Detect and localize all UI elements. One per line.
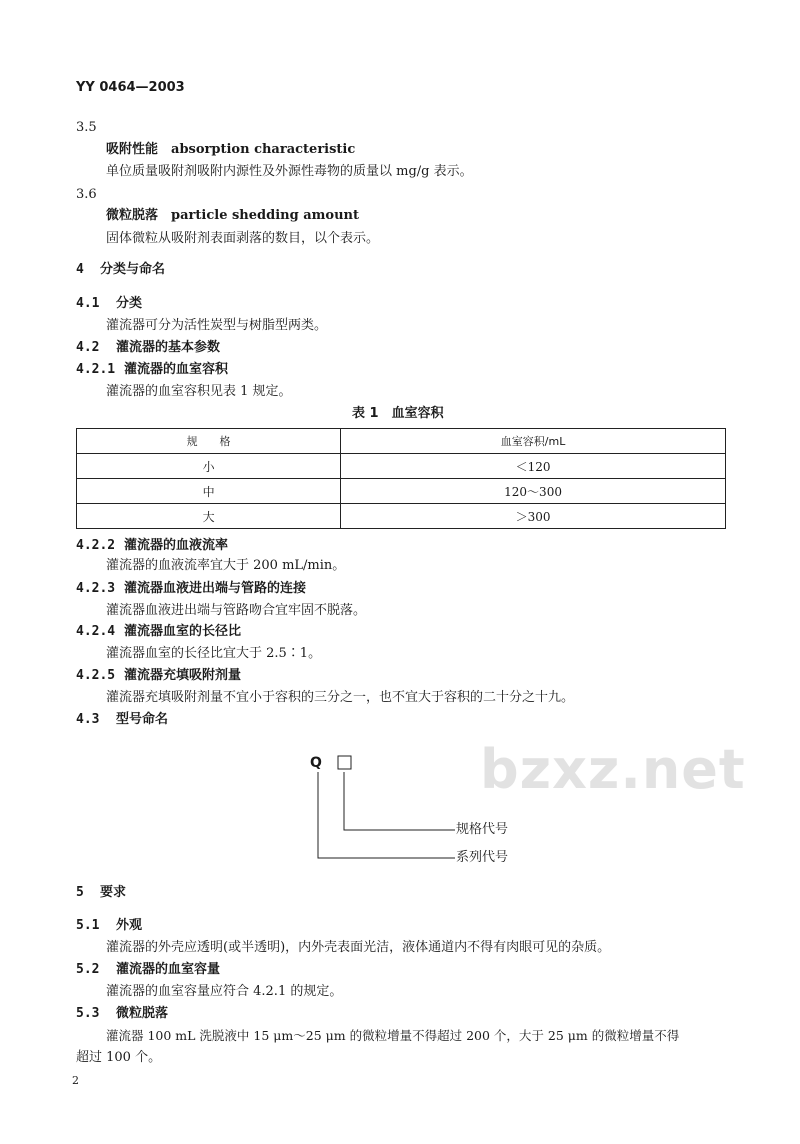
paragraph: 灌流器血液进出端与管路吻合宜牢固不脱落。 [106, 603, 367, 618]
heading-number: 4.2.5 [76, 668, 116, 683]
table-cell: 120～300 [341, 479, 726, 504]
heading-number: 4.3 [76, 712, 100, 727]
table-cell: ＞300 [341, 504, 726, 529]
placeholder-box [338, 756, 351, 769]
series-label: 系列代号 [456, 850, 509, 865]
heading-number: 5.3 [76, 1006, 100, 1021]
column-header: 血室容积/mL [341, 429, 726, 454]
watermark: bzxz.net [480, 738, 746, 801]
heading-number: 4.2.3 [76, 581, 116, 596]
heading-number: 4.2.1 [76, 362, 116, 377]
heading-title: 灌流器的血室容量 [116, 962, 221, 977]
paragraph: 灌流器血室的长径比宜大于 2.5∶1。 [106, 646, 322, 661]
heading-number: 4.1 [76, 296, 100, 311]
paragraph: 灌流器的外壳应透明(或半透明)，内外壳表面光洁，液体通道内不得有肉眼可见的杂质。 [106, 940, 611, 955]
paragraph: 灌流器 100 mL 洗脱液中 15 μm～25 μm 的微粒增量不得超过 200 个，大于 25 μm 的微粒增量不得 [106, 1028, 680, 1043]
paragraph: 灌流器充填吸附剂量不宜小于容积的三分之一，也不宜大于容积的二十分之十九。 [106, 690, 575, 705]
term-en: absorption characteristic [171, 142, 356, 157]
spec-leader-line [344, 772, 455, 830]
paragraph: 灌流器的血液流率宜大于 200 mL/min。 [106, 558, 346, 573]
term-cn: 吸附性能 [106, 142, 159, 157]
table-cell: 中 [77, 479, 341, 504]
heading-title: 分类 [116, 296, 143, 311]
paragraph: 固体微粒从吸附剂表面剥落的数目，以个表示。 [106, 231, 380, 246]
heading-title: 型号命名 [116, 712, 169, 727]
paragraph: 灌流器可分为活性炭型与树脂型两类。 [106, 318, 328, 333]
heading-title: 灌流器血液进出端与管路的连接 [124, 581, 307, 596]
series-letter: Q [310, 755, 322, 771]
heading-title: 灌流器的基本参数 [116, 340, 221, 355]
paragraph: 灌流器的血室容积见表 1 规定。 [106, 384, 292, 399]
heading-title: 灌流器的血液流率 [124, 538, 229, 553]
heading-title: 要求 [100, 885, 127, 900]
heading-title: 分类与命名 [100, 262, 166, 277]
section-number: 3.6 [76, 187, 97, 202]
series-leader-line [318, 772, 455, 858]
heading-number: 5.2 [76, 962, 100, 977]
heading-title: 灌流器充填吸附剂量 [124, 668, 242, 683]
heading-number: 4.2.4 [76, 624, 116, 639]
page-number: 2 [72, 1074, 79, 1087]
term-en: particle shedding amount [171, 208, 359, 223]
heading-number: 4.2.2 [76, 538, 116, 553]
heading-number: 5.1 [76, 918, 100, 933]
paragraph-continuation: 超过 100 个。 [76, 1050, 162, 1065]
heading-title: 微粒脱落 [116, 1006, 169, 1021]
table-cell: ＜120 [341, 454, 726, 479]
table-cell: 大 [77, 504, 341, 529]
table-cell: 小 [77, 454, 341, 479]
heading [76, 1005, 168, 1023]
heading-number: 5 [76, 885, 84, 900]
standard-number: YY 0464—2003 [76, 80, 185, 95]
spec-label: 规格代号 [456, 822, 509, 837]
paragraph: 单位质量吸附剂吸附内源性及外源性毒物的质量以 mg/g 表示。 [106, 164, 473, 179]
column-header: 规 格 [77, 429, 341, 454]
heading-title: 灌流器的血室容积 [124, 362, 229, 377]
heading-title: 灌流器血室的长径比 [124, 624, 242, 639]
table-caption: 表 1 血室容积 [352, 406, 444, 421]
heading-title: 外观 [116, 918, 143, 933]
heading [76, 961, 220, 979]
paragraph: 灌流器的血室容量应符合 4.2.1 的规定。 [106, 984, 343, 999]
section-number: 3.5 [76, 120, 97, 135]
heading-number: 4 [76, 262, 84, 277]
heading [76, 917, 142, 935]
term-cn: 微粒脱落 [106, 208, 159, 223]
heading [76, 884, 126, 902]
heading-number: 4.2 [76, 340, 100, 355]
